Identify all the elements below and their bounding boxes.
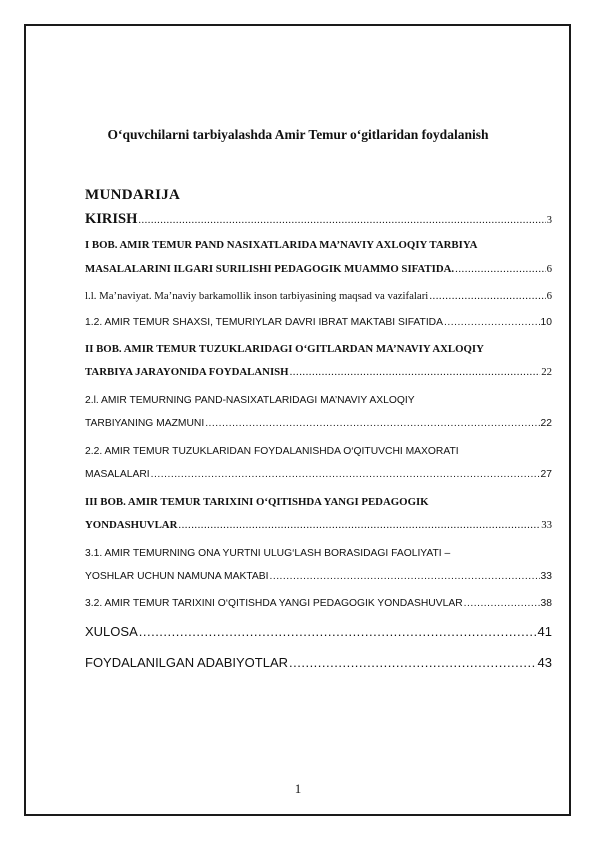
toc-page-number: 22 [540, 418, 552, 429]
toc-leader-dots [139, 618, 537, 645]
toc-entry-kirish[interactable] [85, 207, 552, 231]
toc-entry-title: 1.2. AMIR TEMUR SHAXSI, TEMURIYLAR DAVRI IBRAT MAKTABI SIFATIDA [85, 317, 443, 328]
toc-page-number: 27 [540, 469, 552, 480]
toc-page-number: 10 [540, 317, 552, 328]
toc-leader-dots [151, 463, 540, 487]
toc-leader-dots [455, 258, 545, 282]
toc-page-number: 22 [541, 366, 552, 378]
toc-entry-title: 3.2. AMIR TEMUR TARIXINI O‘QITISHDA YANGI PEDAGOGIK YONDASHUVLAR [85, 597, 463, 609]
toc-entry-title-line-2: TARBIYA JARAYONIDA FOYDALANISH [85, 366, 289, 378]
toc-entry-title-line-2: MASALALARI [85, 469, 150, 480]
toc-page-number: 3 [546, 215, 552, 226]
toc-entry-chapter-3[interactable] [85, 491, 552, 538]
toc-entry-title-line-2: YONDASHUVLAR [85, 519, 178, 531]
toc-entry-2-2[interactable] [85, 440, 552, 487]
toc-entry-title: FOYDALANILGAN ADABIYOTLAR [85, 655, 289, 670]
contents-heading: MUNDARIJA [85, 187, 181, 203]
toc-entry-title: l.l. Ma’naviyat. Ma’naviy barkamollik inson tarbiyasining maqsad va vazifalari [85, 290, 429, 302]
toc-entry-chapter-1[interactable] [85, 234, 552, 281]
toc-leader-dots [429, 284, 545, 308]
toc-entry-1-1[interactable] [85, 284, 552, 308]
table-of-contents [85, 207, 552, 676]
document-title: O‘quvchilarni tarbiyalashda Amir Temur o‘gitlaridan foydalanish [107, 127, 489, 142]
toc-page-number: 6 [546, 262, 552, 275]
toc-leader-dots [269, 565, 539, 589]
toc-entry-title: KIRISH [85, 211, 138, 227]
toc-leader-dots [444, 311, 540, 335]
toc-leader-dots [178, 514, 540, 538]
toc-leader-dots [289, 649, 537, 676]
toc-page-number: 33 [541, 519, 552, 531]
toc-entry-title-line-1: 2.2. AMIR TEMUR TUZUKLARIDAN FOYDALANISHDA O‘QITUVCHI MAXORATI [85, 445, 459, 457]
page-number: 1 [294, 781, 302, 796]
toc-entry-3-2[interactable] [85, 592, 552, 616]
toc-entry-3-1[interactable] [85, 542, 552, 589]
toc-entry-title: XULOSA [85, 624, 138, 639]
toc-entry-title-line-1: 3.1. AMIR TEMURNING ONA YURTNI ULUG‘LASH BORASIDAGI FAOLIYATI – [85, 547, 451, 559]
toc-entry-title-line-1: III BOB. AMIR TEMUR TARIXINI O‘QITISHDA YANGI PEDAGOGIK [85, 495, 429, 508]
toc-page-number: 6 [546, 290, 552, 302]
toc-entry-adabiyotlar[interactable] [85, 649, 552, 676]
toc-entry-title-line-1: I BOB. AMIR TEMUR PAND NASIXATLARIDA MA’NAVIY AXLOQIY TARBIYA [85, 239, 478, 251]
toc-entry-chapter-2[interactable] [85, 338, 552, 385]
toc-leader-dots [290, 361, 541, 385]
toc-entry-title-line-2: YOSHLAR UCHUN NAMUNA MAKTABI [85, 571, 269, 582]
toc-page-number: 33 [540, 571, 552, 582]
toc-page-number: 43 [537, 655, 552, 670]
toc-entry-title-line-1: II BOB. AMIR TEMUR TUZUKLARIDAGI O‘GITLARDAN MA’NAVIY AXLOQIY [85, 342, 484, 355]
toc-page-number: 41 [537, 624, 552, 639]
toc-entry-1-2[interactable] [85, 311, 552, 335]
toc-entry-xulosa[interactable] [85, 618, 552, 645]
toc-leader-dots [138, 209, 545, 233]
toc-entry-2-1[interactable] [85, 389, 552, 436]
toc-entry-title-line-2: MASALALARINI ILGARI SURILISHI PEDAGOGIK MUAMMO SIFATIDA. [85, 262, 455, 275]
toc-leader-dots [205, 412, 539, 436]
toc-entry-title-line-2: TARBIYANING MAZMUNI [85, 418, 205, 429]
toc-leader-dots [464, 592, 540, 616]
toc-page-number: 38 [540, 597, 552, 609]
toc-entry-title-line-1: 2.l. AMIR TEMURNING PAND-NASIXATLARIDAGI MA’NAVIY AXLOQIY [85, 394, 415, 406]
